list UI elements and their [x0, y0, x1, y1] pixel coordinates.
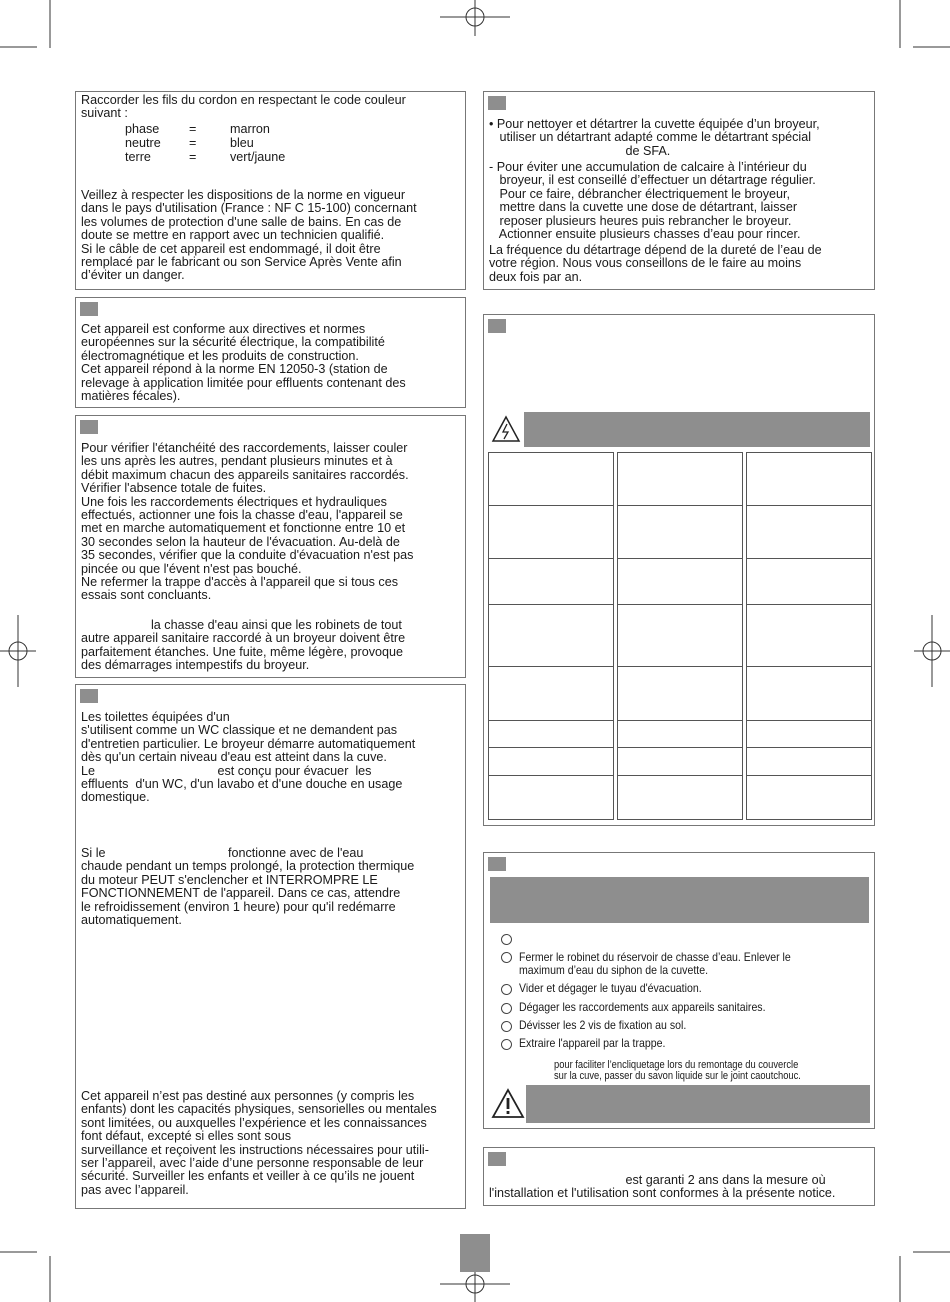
- removal-section: [483, 852, 875, 1129]
- table-cell: [617, 604, 743, 667]
- troubleshooting-table: [488, 452, 872, 820]
- electric-hazard-icon: [491, 415, 521, 443]
- table-cell: [617, 505, 743, 559]
- usage-text: Les toilettes équipées d'un s'utilisent comme un WC classique et ne demandent pas d'entretien particulier. Le broyeur démarre automatiquement dès qu'un certain niveau d'eau est atteint dans la cuve. Le est conçu pour évacuer les effluents d'un WC, d'un lavabo et d'une douche en usage domestique.: [81, 710, 416, 805]
- maintenance-bullet-1: • Pour nettoyer et détartrer la cuvette équipée d’un broyeur, utiliser un détartrant adapté comme le détartrant spécial de SFA.: [489, 117, 820, 158]
- step-circle-icon: [501, 1021, 512, 1032]
- table-cell: [617, 452, 743, 506]
- table-cell: [746, 604, 872, 667]
- step-circle-icon: [501, 934, 512, 945]
- maintenance-bullet-2: - Pour éviter une accumulation de calcaire à l’intérieur du broyeur, il est conseillé d’effectuer un détartrage régulier. Pour ce faire, débrancher électriquement le broyeur, mettre dans la cuvette une dose de détartrant, laisser reposer plusieurs heures puis rebrancher le broyeur. Actionner ensuite plusieurs chasses d’eau pour rincer.: [489, 160, 816, 242]
- warning-banner-bar: [524, 412, 870, 447]
- removal-step: Fermer le robinet du réservoir de chasse d’eau. Enlever le maximum d’eau du siphon de la cuvette.: [519, 950, 791, 978]
- removal-banner: [490, 877, 869, 923]
- table-cell: [488, 747, 614, 776]
- section-marker: [488, 96, 506, 110]
- warning-banner: [488, 412, 870, 447]
- caution-banner-bar: [526, 1085, 870, 1123]
- wire-color: marron: [230, 122, 270, 136]
- section-marker: [80, 689, 98, 703]
- persons-warning: Cet appareil n’est pas destiné aux personnes (y compris les enfants) dont les capacités physiques, sensorielles ou mentales sont limitées, ou auxquelles l’expérience et les connaissances font défaut, excepté si elles sont sous surveillance et reçoivent les instructions nécessaires pour utili- ser l’appareil, avec l’aide d’une personne responsable de leur sécurité. Surveiller les enfants et veiller à ce qu’ils ne jouent pas avec l’appareil.: [81, 1089, 437, 1197]
- caution-banner: [488, 1085, 870, 1123]
- table-cell: [488, 558, 614, 605]
- conformity-text: Cet appareil est conforme aux directives et normes européennes sur la sécurité électrique, la compatibilité électromagnétique et les produits de construction. Cet appareil répond à la norme EN 12050-3 (station de relevage à application limitée pour effluents contenant des matières fécales).: [81, 322, 406, 404]
- tightness-text: Pour vérifier l'étanchéité des raccordements, laisser couler les uns après les autres, pendant plusieurs minutes et à débit maximum chacun des appareils sanitaires raccordés. Vérifier l'absence totale de fuites. Une fois les raccordements électriques et hydrauliques effectués, actionner une fois la chasse d'eau, l'appareil se met en marche automatiquement et fonctionne entre 10 et 30 secondes selon la hauteur de l'évacuation. Au-delà de 35 secondes, vérifier que la conduite d'évacuation n'est pas pincée ou que l'évent n'est pas bouché. Ne refermer la trappe d'accès à l'appareil que si tous ces essais sont concluants.: [81, 441, 414, 603]
- table-cell: [746, 747, 872, 776]
- step-circle-icon: [501, 1003, 512, 1014]
- wiring-intro: Raccorder les fils du cordon en respectant le code couleur suivant :: [81, 93, 406, 121]
- section-marker: [80, 302, 98, 316]
- section-marker: [488, 1152, 506, 1166]
- table-cell: [746, 505, 872, 559]
- table-cell: [617, 666, 743, 721]
- wiring-norms: Veillez à respecter les dispositions de la norme en vigueur dans le pays d'utilisation (France : NF C 15-100) concernant les volumes de protection d'une salle de bains. En cas de doute se mettre en rapport avec un technicien qualifié. Si le câble de cet appareil est endommagé, il doit être remplacé par le fabricant ou son Service Après Vente afin d’éviter un danger.: [81, 188, 417, 283]
- wire-equals: =: [189, 122, 197, 136]
- conformity-section: [75, 297, 466, 408]
- table-cell: [617, 558, 743, 605]
- usage-section: [75, 684, 466, 1209]
- table-cell: [488, 505, 614, 559]
- removal-step: Vider et dégager le tuyau d'évacuation.: [519, 981, 702, 995]
- table-cell: [746, 720, 872, 748]
- maintenance-frequency: La fréquence du détartrage dépend de la dureté de l’eau de votre région. Nous vous conseillons de le faire au moins deux fois par an.: [489, 243, 822, 284]
- removal-step: Extraire l'appareil par la trappe.: [519, 1036, 666, 1050]
- table-cell: [488, 452, 614, 506]
- table-cell: [746, 666, 872, 721]
- wire-color: vert/jaune: [230, 150, 286, 164]
- table-cell: [617, 775, 743, 820]
- table-cell: [488, 720, 614, 748]
- table-cell: [746, 452, 872, 506]
- removal-step: Dégager les raccordements aux appareils sanitaires.: [519, 1000, 766, 1014]
- wiring-section: [75, 91, 466, 290]
- table-cell: [746, 558, 872, 605]
- section-marker: [488, 857, 506, 871]
- wire-name: phase: [125, 122, 160, 136]
- section-marker: [488, 319, 506, 333]
- removal-tip: pour faciliter l’encliquetage lors du remontage du couvercle sur la cuve, passer du savon liquide sur le joint caoutchouc.: [554, 1059, 801, 1082]
- step-circle-icon: [501, 952, 512, 963]
- guarantee-section: [483, 1147, 875, 1206]
- page-number-block: [460, 1234, 490, 1272]
- removal-step: Dévisser les 2 vis de fixation au sol.: [519, 1018, 687, 1032]
- step-circle-icon: [501, 1039, 512, 1050]
- step-circle-icon: [501, 984, 512, 995]
- section-marker: [80, 420, 98, 434]
- tightness-section: [75, 415, 466, 678]
- wire-name: terre: [125, 150, 151, 164]
- tightness-warning: la chasse d'eau ainsi que les robinets de tout autre appareil sanitaire raccordé à un broyeur doivent être parfaitement étanches. Une fuite, même légère, provoque des démarrages intempestifs du broyeur.: [81, 618, 406, 673]
- table-cell: [488, 666, 614, 721]
- table-cell: [617, 747, 743, 776]
- maintenance-section: [483, 91, 875, 290]
- table-cell: [488, 604, 614, 667]
- table-cell: [617, 720, 743, 748]
- wire-name: neutre: [125, 136, 161, 150]
- table-cell: [488, 775, 614, 820]
- caution-icon: [491, 1088, 525, 1120]
- table-cell: [746, 775, 872, 820]
- hot-water-text: Si le fonctionne avec de l'eau chaude pendant un temps prolongé, la protection thermique du moteur PEUT s'enclencher et INTERROMPRE LE FONCTIONNEMENT de l'appareil. Dans ce cas, attendre le refroidissement (environ 1 heure) pour qu'il redémarre automatiquement.: [81, 846, 415, 928]
- guarantee-text: est garanti 2 ans dans la mesure où l'installation et l'utilisation sont conformes à la présente notice.: [489, 1173, 836, 1201]
- wire-color: bleu: [230, 136, 254, 150]
- wire-equals: =: [189, 150, 197, 164]
- wire-equals: =: [189, 136, 197, 150]
